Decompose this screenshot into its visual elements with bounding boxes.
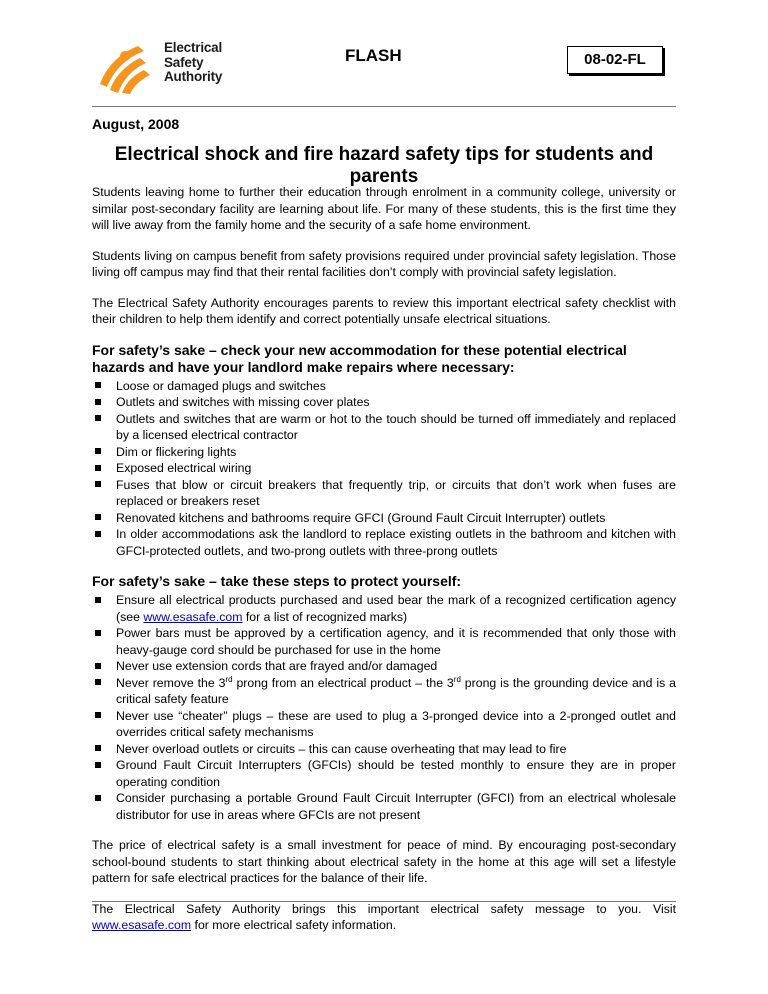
list-item: Ensure all electrical products purchased and used bear the mark of a recognized certification agency (see www.esasafe.com for a list of recognized marks) <box>92 592 676 625</box>
list-item: Power bars must be approved by a certification agency, and it is recommended that only those with heavy-gauge cord should be purchased for use in the home <box>92 625 676 658</box>
intro-paragraph-2: Students living on campus benefit from safety provisions required under provincial safety legislation. Those living off campus may find that their rental facilities don’t comply with provincial safety legislation. <box>92 248 676 279</box>
list-item: Loose or damaged plugs and switches <box>92 378 676 395</box>
bullet-icon <box>95 663 101 669</box>
bullet-icon <box>95 597 101 603</box>
bullet-icon <box>95 745 101 751</box>
bullet-icon <box>95 531 101 537</box>
esasafe-footer-link[interactable]: www.esasafe.com <box>92 918 192 932</box>
footer-divider <box>92 901 676 902</box>
esa-logo <box>92 38 242 94</box>
issue-date: August, 2008 <box>92 116 180 132</box>
bullet-icon <box>95 382 101 388</box>
bullet-icon <box>95 465 101 471</box>
list-item: In older accommodations ask the landlord to replace existing outlets in the bathroom and kitchen with GFCI-protected outlets, and two-prong outlets with three-prong outlets <box>92 526 676 559</box>
bullet-icon <box>95 762 101 768</box>
section-1-heading: For safety’s sake – check your new accommodation for these potential electrical hazards and have your landlord make repairs where necessary: <box>92 341 627 375</box>
bullet-icon <box>95 415 101 421</box>
bullet-icon <box>95 712 101 718</box>
section-2-heading: For safety’s sake – take these steps to protect yourself: <box>92 573 462 589</box>
intro-paragraph-1: Students leaving home to further their education through enrolment in a community college, university or similar post-secondary facility are learning about life. For many of these students, this is the first time they will live away from the family home and the security of a safe home environment. <box>92 185 676 232</box>
bullet-icon <box>95 448 101 454</box>
document-body <box>92 184 676 948</box>
list-item: Exposed electrical wiring <box>92 460 676 477</box>
list-item: Outlets and switches with missing cover plates <box>92 394 676 411</box>
esasafe-link[interactable]: www.esasafe.com <box>143 609 243 624</box>
list-item: Never remove the 3rd prong from an electrical product – the 3rd prong is the grounding device and is a critical safety feature <box>92 675 676 708</box>
hazard-checklist <box>92 378 676 560</box>
closing-paragraph: The price of electrical safety is a small investment for peace of mind. By encouraging post-secondary school-bound students to start thinking about electrical safety in the home at this age will set a lifestyle pattern for safe electrical practices for the balance of their life. <box>92 838 676 885</box>
bullet-icon <box>95 630 101 636</box>
list-item: Consider purchasing a portable Ground Fault Circuit Interrupter (GFCI) from an electrical wholesale distributor for use in areas where GFCIs are not present <box>92 790 676 823</box>
protection-steps <box>92 592 676 823</box>
logo-wordmark <box>164 41 222 85</box>
flash-label: FLASH <box>345 46 402 65</box>
bullet-icon <box>95 679 101 685</box>
page-title: Electrical shock and fire hazard safety tips for students and parents <box>114 144 654 187</box>
bullet-icon <box>95 399 101 405</box>
logo-line-2: Safety <box>164 54 204 70</box>
bullet-icon <box>95 514 101 520</box>
list-item: Outlets and switches that are warm or hot to the touch should be turned off immediately and replaced by a licensed electrical contractor <box>92 411 676 444</box>
bullet-icon <box>95 795 101 801</box>
intro-paragraph-3: The Electrical Safety Authority encourages parents to review this important electrical safety checklist with their children to help them identify and correct potentially unsafe electrical situations. <box>92 295 676 326</box>
list-item: Never use extension cords that are frayed and/or damaged <box>92 658 676 675</box>
final-paragraph: The Electrical Safety Authority brings this important electrical safety message to you. Visit www.esasafe.com for more electrical safety information. <box>92 901 676 932</box>
bullet-icon <box>95 481 101 487</box>
list-item: Fuses that blow or circuit breakers that frequently trip, or circuits that don’t work when fuses are replaced or breakers reset <box>92 477 676 510</box>
list-item: Dim or flickering lights <box>92 444 676 461</box>
document-number-box: 08-02-FL <box>567 46 663 74</box>
logo-line-3: Authority <box>164 69 223 84</box>
list-item: Never use “cheater” plugs – these are used to plug a 3-pronged device into a 2-pronged outlet and overrides critical safety mechanisms <box>92 708 676 741</box>
header-divider <box>92 106 676 107</box>
logo-line-1: Electrical <box>164 40 223 55</box>
list-item: Ground Fault Circuit Interrupters (GFCIs) should be tested monthly to ensure they are in proper operating condition <box>92 757 676 790</box>
list-item: Never overload outlets or circuits – this can cause overheating that may lead to fire <box>92 741 676 758</box>
list-item: Renovated kitchens and bathrooms require GFCI (Ground Fault Circuit Interrupter) outlets <box>92 510 676 527</box>
esa-logo-mark-icon <box>92 38 162 94</box>
